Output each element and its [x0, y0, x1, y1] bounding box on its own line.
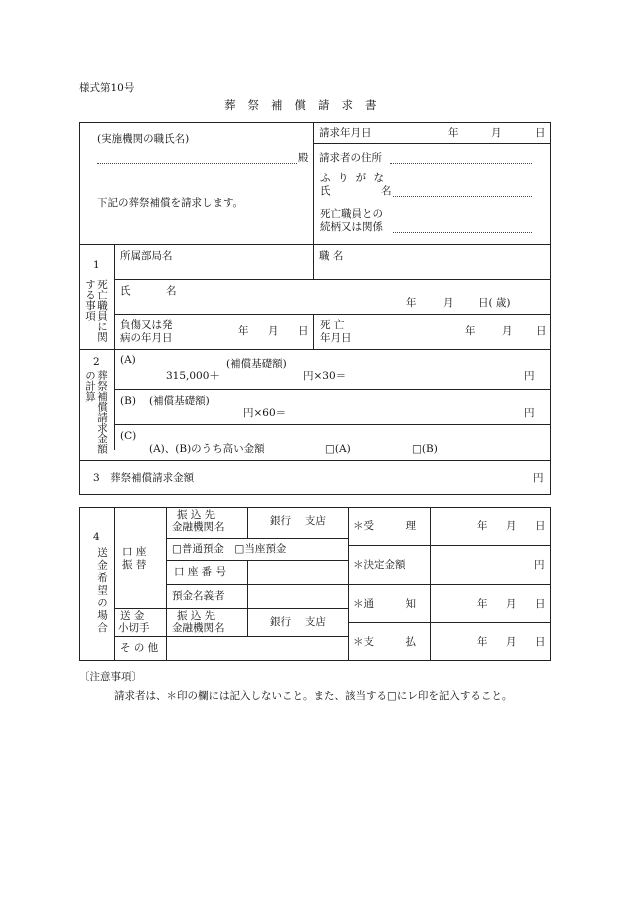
other-label: そ の 他: [120, 642, 159, 654]
bank-label-2: 金融機関名: [172, 521, 225, 533]
injury-date-label-2: 病の年月日: [120, 332, 173, 344]
calc-a-base-label: (補償基礎額): [226, 358, 287, 370]
claimant-name-label-2: 名: [381, 185, 392, 197]
furigana-label: ふ り が な: [320, 172, 387, 184]
account-transfer-label-1: 口 座: [122, 546, 147, 558]
receipt-label: ＊受 理: [353, 520, 416, 532]
request-date-day: 日: [535, 127, 546, 139]
death-month: 月: [502, 325, 513, 337]
birth-day-age: 日( 歳): [478, 297, 511, 309]
payment-month: 月: [506, 636, 517, 648]
calc-c-option-b[interactable]: □(B): [412, 443, 438, 455]
notes-text: 請求者は、＊印の欄には記入しないこと。また、該当する□にレ印を記入すること。: [114, 690, 513, 702]
address-line: [390, 163, 532, 164]
claimant-name-line: [393, 196, 532, 197]
death-date-label-1: 死 亡: [320, 319, 345, 331]
check-bank-label-2: 金融機関名: [172, 622, 225, 634]
death-day: 日: [536, 325, 547, 337]
notes-heading: 〔注意事項〕: [79, 671, 142, 683]
request-date-month: 月: [491, 127, 502, 139]
post-label: 職 名: [319, 250, 344, 262]
claimant-name-label-1: 氏: [320, 185, 331, 197]
death-date-label-2: 年月日: [320, 332, 352, 344]
calc-b-formula: 円×60＝: [243, 407, 287, 419]
notice-day: 日: [535, 598, 546, 610]
check-label-1: 送 金: [120, 610, 145, 622]
receipt-month: 月: [506, 520, 517, 532]
section1-label: 死亡職員に関する事項: [84, 279, 108, 342]
relation-label-1: 死亡職員との: [320, 208, 383, 220]
section3-label: 3 葬祭補償請求金額: [93, 472, 195, 484]
death-year: 年: [465, 325, 476, 337]
calc-c-text: (A)、(B)のうち高い金額: [149, 443, 265, 455]
notice-year: 年: [477, 598, 488, 610]
check-bank-label-1: 振 込 先: [177, 610, 216, 622]
calc-a-amount: 315,000＋: [166, 370, 220, 382]
request-statement: 下記の葬祭補償を請求します。: [97, 197, 244, 209]
notice-label: ＊通 知: [353, 598, 416, 610]
payment-day: 日: [535, 636, 546, 648]
form-title: 葬祭補償請求書: [224, 98, 389, 112]
injury-month: 月: [268, 325, 279, 337]
injury-year: 年: [238, 325, 249, 337]
birth-year: 年: [406, 297, 417, 309]
request-date-year: 年: [448, 127, 459, 139]
account-number-label: 口 座 番 号: [174, 566, 227, 578]
dept-label: 所属部局名: [120, 250, 173, 262]
payment-label: ＊支 払: [353, 636, 416, 648]
section4-number: 4: [93, 531, 100, 543]
address-label: 請求者の住所: [319, 152, 382, 164]
section4-label: 送金希望の場合: [96, 547, 108, 635]
receipt-year: 年: [477, 520, 488, 532]
section2-label: 葬祭補償請求金額の計算: [84, 370, 108, 454]
calc-c-option-a[interactable]: □(A): [325, 443, 351, 455]
decided-amount-label: ＊決定金額: [353, 559, 406, 571]
relation-line: [393, 232, 532, 233]
calc-a-label: (A): [120, 354, 136, 366]
request-date-label: 請求年月日: [319, 127, 372, 139]
section1-number: 1: [93, 259, 100, 271]
section2-number: 2: [93, 356, 100, 368]
calc-b-yen: 円: [524, 407, 535, 419]
check-label-2: 小切手: [118, 622, 150, 634]
section3-yen: 円: [533, 472, 544, 484]
agency-head-line: [97, 163, 297, 164]
deceased-name-label-1: 氏: [120, 285, 131, 297]
relation-label-2: 続柄又は関係: [320, 221, 383, 233]
form-number: 様式第10号: [79, 82, 135, 94]
dono-text: 殿: [298, 152, 309, 164]
agency-head-label: (実施機関の職氏名): [97, 133, 190, 145]
notice-month: 月: [506, 598, 517, 610]
injury-date-label-1: 負傷又は発: [120, 319, 173, 331]
deceased-name-label-2: 名: [166, 285, 177, 297]
injury-day: 日: [298, 325, 309, 337]
birth-month: 月: [443, 297, 454, 309]
check-bank-value: 銀行 支店: [270, 616, 326, 628]
deposit-type-options[interactable]: □普通預金 □当座預金: [172, 543, 287, 555]
receipt-day: 日: [535, 520, 546, 532]
calc-a-formula: 円×30＝: [303, 370, 347, 382]
calc-c-label: (C): [120, 430, 137, 442]
account-holder-label: 預金名義者: [172, 590, 225, 602]
decided-amount-yen: 円: [534, 559, 545, 571]
calc-b-base-label: (補償基礎額): [149, 395, 210, 407]
payment-year: 年: [477, 636, 488, 648]
calc-a-yen: 円: [524, 370, 535, 382]
bank-label-1: 振 込 先: [177, 509, 216, 521]
bank-value: 銀行 支店: [270, 515, 326, 527]
calc-b-label: (B): [120, 395, 136, 407]
account-transfer-label-2: 振 替: [122, 559, 147, 571]
